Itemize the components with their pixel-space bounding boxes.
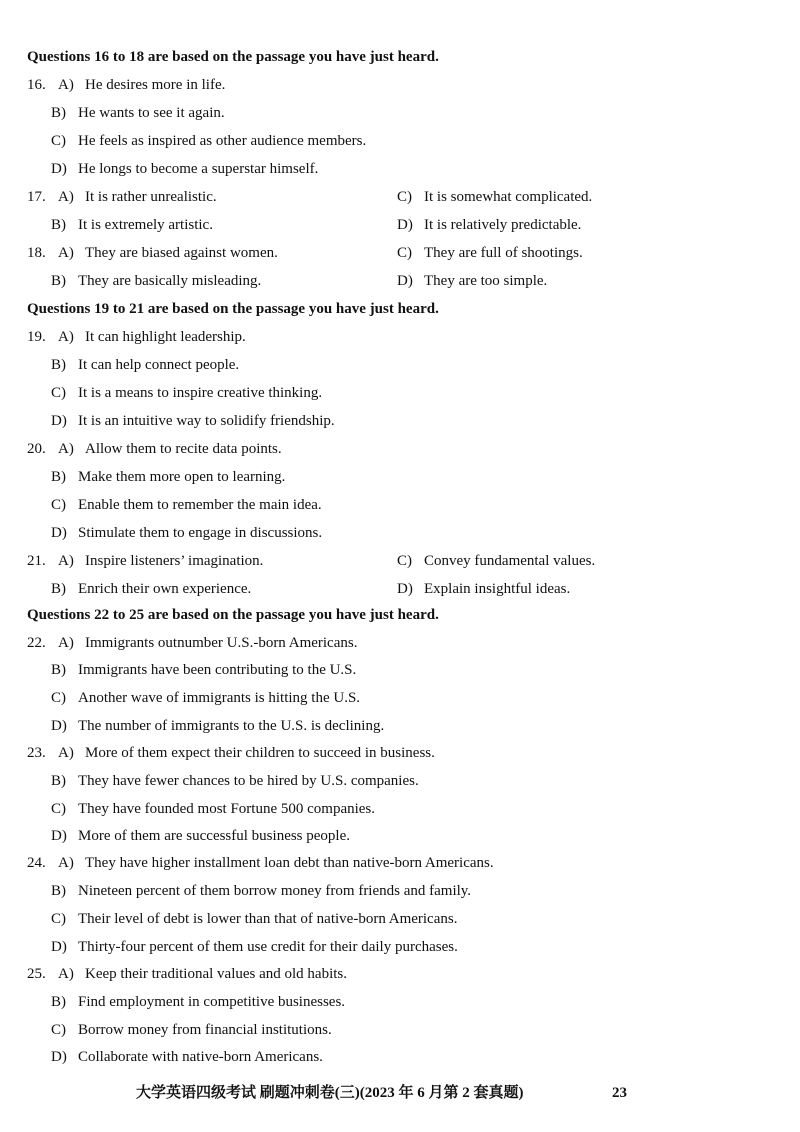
option-letter: D) [51,828,67,844]
option-text: Their level of debt is lower than that of native-born Americans. [78,911,458,927]
option-text: More of them are successful business people. [78,828,351,844]
option-text: They have fewer chances to be hired by U.S. companies. [78,773,419,789]
option-text: Find employment in competitive businesses. [78,994,346,1010]
option-text: It is an intuitive way to solidify friendship. [78,413,335,429]
question-18-option-b [51,271,261,291]
option-letter: C) [51,1022,66,1038]
option-letter: B) [51,581,66,597]
question-21-option-c [397,551,595,571]
question-number: 24. [27,855,46,871]
question-24-option-a [27,853,494,873]
question-number: 19. [27,329,46,345]
question-25-option-b [51,992,345,1012]
option-text: Nineteen percent of them borrow money from friends and family. [78,883,472,899]
question-19-option-b [51,355,239,375]
question-number: 22. [27,635,46,651]
question-16-option-d [51,159,318,179]
question-18-option-c [397,243,583,263]
option-text: Immigrants outnumber U.S.-born Americans. [85,635,358,651]
option-letter: B) [51,883,66,899]
option-text: It is a means to inspire creative thinking. [78,385,323,401]
option-letter: B) [51,217,66,233]
option-text: It is extremely artistic. [78,217,213,233]
option-letter: B) [51,273,66,289]
option-letter: C) [397,245,412,261]
option-text: Enrich their own experience. [78,581,252,597]
option-letter: A) [58,855,74,871]
option-text: It can highlight leadership. [85,329,246,345]
question-19-option-c [51,383,322,403]
option-text: Borrow money from financial institutions. [78,1022,332,1038]
option-text: He desires more in life. [85,77,226,93]
option-letter: D) [397,217,413,233]
option-letter: B) [51,773,66,789]
option-text: It is relatively predictable. [424,217,582,233]
option-letter: C) [51,385,66,401]
question-number: 20. [27,441,46,457]
option-text: Make them more open to learning. [78,469,286,485]
option-text: The number of immigrants to the U.S. is declining. [78,718,385,734]
question-21-option-a [27,551,263,571]
question-number: 17. [27,189,46,205]
question-25-option-a [27,964,347,984]
question-18-option-d [397,271,547,291]
question-number: 21. [27,553,46,569]
option-letter: D) [51,525,67,541]
option-letter: A) [58,329,74,345]
option-text: Another wave of immigrants is hitting the U.S. [78,690,361,706]
option-letter: C) [51,133,66,149]
option-letter: D) [397,273,413,289]
question-21-option-b [51,579,251,599]
option-letter: B) [51,662,66,678]
question-23-option-a [27,743,435,763]
option-letter: A) [58,77,74,93]
question-24-option-d [51,937,458,957]
option-letter: B) [51,105,66,121]
option-text: Convey fundamental values. [424,553,596,569]
option-letter: D) [51,718,67,734]
question-17-option-d [397,215,581,235]
question-25-option-d [51,1047,323,1067]
question-20-option-d [51,523,322,543]
option-text: Stimulate them to engage in discussions. [78,525,323,541]
question-21-option-d [397,579,570,599]
question-19-option-a [27,327,246,347]
question-18-option-a [27,243,278,263]
section-header: Questions 22 to 25 are based on the passage you have just heard. [27,607,439,623]
option-letter: D) [397,581,413,597]
option-text: It is rather unrealistic. [85,189,217,205]
option-text: He longs to become a superstar himself. [78,161,319,177]
question-19-option-d [51,411,335,431]
option-text: Allow them to recite data points. [85,441,282,457]
option-text: He feels as inspired as other audience members. [78,133,367,149]
option-text: Explain insightful ideas. [424,581,571,597]
option-text: More of them expect their children to succeed in business. [85,745,435,761]
question-20-option-a [27,439,282,459]
option-text: Thirty-four percent of them use credit for their daily purchases. [78,939,458,955]
option-letter: C) [51,497,66,513]
question-16-option-c [51,131,366,151]
question-number: 16. [27,77,46,93]
question-20-option-b [51,467,285,487]
option-letter: D) [51,161,67,177]
option-letter: C) [397,553,412,569]
option-text: Keep their traditional values and old habits. [85,966,348,982]
question-23-option-d [51,826,350,846]
option-text: They have higher installment loan debt than native-born Americans. [85,855,494,871]
question-22-option-a [27,633,357,653]
option-letter: A) [58,245,74,261]
question-22-option-d [51,716,384,736]
option-text: They are basically misleading. [78,273,262,289]
option-letter: D) [51,413,67,429]
option-text: It is somewhat complicated. [424,189,593,205]
page-number: 23 [612,1085,627,1101]
section-header: Questions 16 to 18 are based on the passage you have just heard. [27,49,439,65]
option-text: They are full of shootings. [424,245,583,261]
option-text: He wants to see it again. [78,105,225,121]
option-letter: A) [58,189,74,205]
option-text: They have founded most Fortune 500 companies. [78,801,376,817]
option-text: Immigrants have been contributing to the U.S. [78,662,357,678]
option-letter: C) [51,690,66,706]
question-17-option-a [27,187,217,207]
option-text: Collaborate with native-born Americans. [78,1049,323,1065]
option-letter: A) [58,745,74,761]
section-header: Questions 19 to 21 are based on the passage you have just heard. [27,301,439,317]
option-letter: D) [51,1049,67,1065]
option-letter: B) [51,994,66,1010]
question-22-option-c [51,688,360,708]
question-24-option-c [51,909,457,929]
option-text: Enable them to remember the main idea. [78,497,322,513]
option-letter: A) [58,441,74,457]
option-letter: B) [51,469,66,485]
option-text: They are too simple. [424,273,548,289]
question-number: 23. [27,745,46,761]
option-letter: A) [58,966,74,982]
question-20-option-c [51,495,322,515]
option-letter: A) [58,553,74,569]
question-number: 18. [27,245,46,261]
question-17-option-c [397,187,592,207]
option-text: They are biased against women. [85,245,278,261]
option-letter: B) [51,357,66,373]
option-letter: C) [397,189,412,205]
footer-title: 大学英语四级考试 刷题冲刺卷(三)(2023 年 6 月第 2 套真题) [136,1085,524,1101]
option-letter: C) [51,911,66,927]
question-16-option-b [51,103,225,123]
question-23-option-b [51,771,419,791]
question-17-option-b [51,215,213,235]
option-letter: D) [51,939,67,955]
question-25-option-c [51,1020,332,1040]
option-letter: C) [51,801,66,817]
question-number: 25. [27,966,46,982]
question-23-option-c [51,799,375,819]
option-letter: A) [58,635,74,651]
question-22-option-b [51,660,356,680]
option-text: It can help connect people. [78,357,240,373]
question-16-option-a [27,75,225,95]
question-24-option-b [51,881,471,901]
option-text: Inspire listeners’ imagination. [85,553,264,569]
